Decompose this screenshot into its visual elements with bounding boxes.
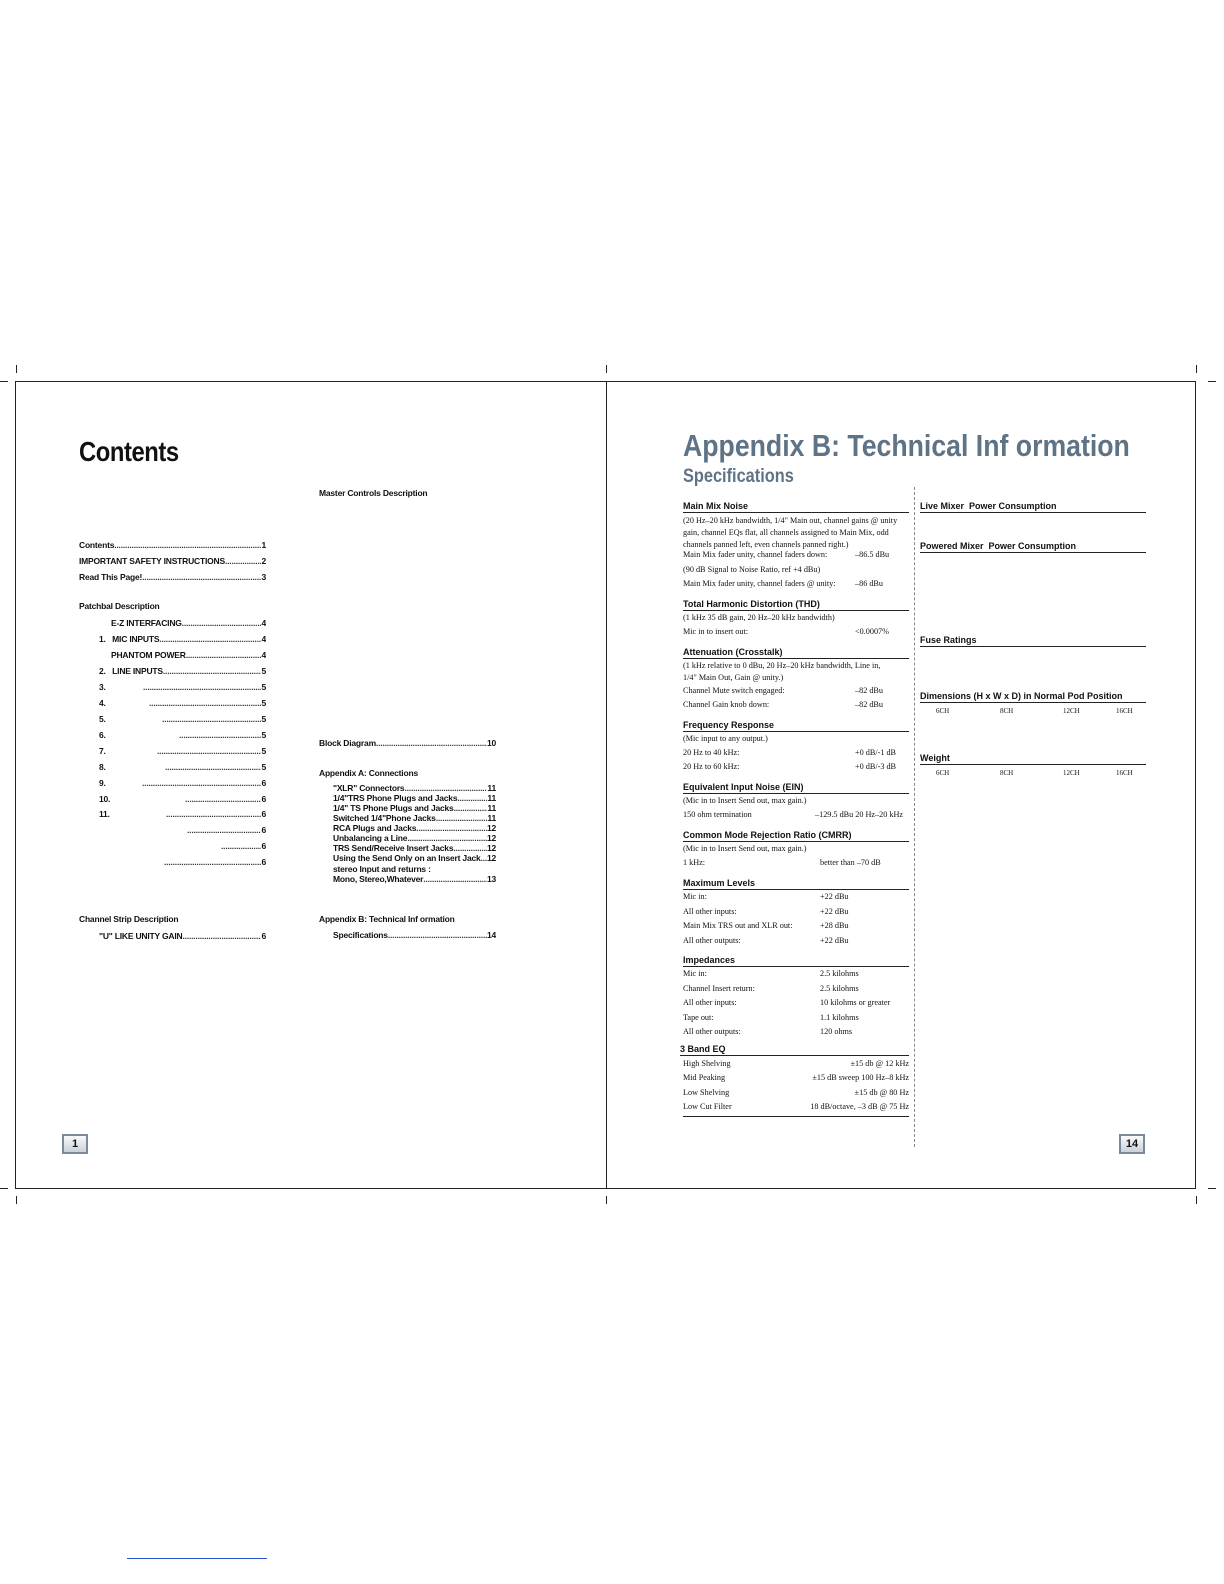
- spec-section-heading: Main Mix Noise: [683, 501, 909, 513]
- page-number-badge: 1: [62, 1134, 88, 1154]
- link-underline: [127, 1558, 267, 1559]
- spec-label: All other inputs:: [683, 907, 737, 916]
- toc-section-heading: Appendix B: Technical Inf ormation: [319, 914, 455, 924]
- crop-mark: [16, 365, 17, 373]
- appendix-title: Appendix B: Technical Inf ormation: [683, 428, 1130, 463]
- spec-label: Low Cut Filter: [683, 1102, 732, 1111]
- spec-note: (Mic input to any output.): [683, 734, 768, 743]
- spec-label: Main Mix TRS out and XLR out:: [683, 921, 793, 930]
- dimension-column-header: 12CH: [1063, 707, 1080, 715]
- toc-entry[interactable]: 5. ..... 5: [99, 714, 266, 724]
- toc-entry[interactable]: 3. ..... 5: [99, 682, 266, 692]
- spec-value: +0 dB/-1 dB: [855, 748, 897, 757]
- crop-mark: [1208, 1188, 1216, 1189]
- spec-label: 150 ohm termination: [683, 810, 752, 819]
- toc-section-heading: Appendix A: Connections: [319, 768, 418, 778]
- weight-column-header: 16CH: [1116, 769, 1133, 777]
- toc-entry[interactable]: 2. LINE INPUTS ..... 5: [99, 666, 266, 676]
- toc-entry[interactable]: "XLR" Connectors ..... 11: [333, 783, 496, 793]
- spec-value: –86.5 dBu: [855, 550, 890, 559]
- toc-section-heading: Channel Strip Description: [79, 914, 179, 924]
- crop-mark: [1196, 365, 1197, 373]
- spec-section-heading: Frequency Response: [683, 720, 909, 732]
- dimension-column-header: 16CH: [1116, 707, 1133, 715]
- spec-section-heading: Common Mode Rejection Ratio (CMRR): [683, 830, 909, 842]
- spec-section-heading: Powered Mixer Power Consumption: [920, 541, 1146, 553]
- spec-section-heading: Attenuation (Crosstalk): [683, 647, 909, 659]
- spec-note: (Mic in to Insert Send out, max gain.): [683, 796, 807, 805]
- specifications-subtitle: Specifications: [683, 466, 794, 487]
- toc-entry[interactable]: E-Z INTERFACING ..... 4: [111, 618, 266, 628]
- spec-label: Main Mix fader unity, channel faders @ unity:: [683, 579, 836, 588]
- spec-note: (1 kHz 35 dB gain, 20 Hz–20 kHz bandwidth): [683, 613, 835, 622]
- crop-mark: [16, 1196, 17, 1204]
- crop-mark: [1196, 1196, 1197, 1204]
- toc-entry[interactable]: PHANTOM POWER ..... 4: [111, 650, 266, 660]
- toc-entry-label[interactable]: stereo Input and returns :: [333, 864, 431, 874]
- spec-value: –82 dBu: [855, 686, 883, 695]
- toc-entry[interactable]: 8. ..... 5: [99, 762, 266, 772]
- spec-label: All other inputs:: [683, 998, 737, 1007]
- spec-label: Mid Peaking: [683, 1073, 726, 1082]
- toc-entry[interactable]: 11. ..... 6: [99, 809, 266, 819]
- toc-entry[interactable]: 4. ..... 5: [99, 698, 266, 708]
- toc-entry[interactable]: Read This Page! ..... 3: [79, 572, 266, 582]
- section-rule: [683, 1116, 909, 1117]
- toc-entry[interactable]: 10. ..... 6: [99, 794, 266, 804]
- toc-entry[interactable]: Switched 1/4"Phone Jacks ..... 11: [333, 813, 496, 823]
- toc-entry[interactable]: Block Diagram ..... 10: [319, 738, 496, 748]
- toc-section-heading: Patchbal Description: [79, 601, 160, 611]
- page-number-badge: 14: [1119, 1134, 1145, 1154]
- crop-mark: [0, 1188, 8, 1189]
- toc-entry[interactable]: Unbalancing a Line ..... 12: [333, 833, 496, 843]
- toc-entry[interactable]: 6. ..... 5: [99, 730, 266, 740]
- spec-label: Channel Insert return:: [683, 984, 755, 993]
- spec-value: +22 dBu: [820, 936, 849, 945]
- spec-value: ±15 dB sweep 100 Hz–8 kHz: [812, 1073, 909, 1082]
- spec-label: Main Mix fader unity, channel faders down:: [683, 550, 828, 559]
- toc-entry[interactable]: Contents ..... 1: [79, 540, 266, 550]
- toc-entry[interactable]: Mono, Stereo,Whatever ..... 13: [333, 874, 496, 884]
- spec-value: ±15 db @ 12 kHz: [850, 1059, 909, 1068]
- spec-label: 20 Hz to 40 kHz:: [683, 748, 740, 757]
- spec-value: 2.5 kilohms: [820, 969, 859, 978]
- crop-mark: [606, 365, 607, 373]
- spec-label: Channel Mute switch engaged:: [683, 686, 785, 695]
- toc-entry[interactable]: 7. ..... 5: [99, 746, 266, 756]
- dimension-column-header: 6CH: [936, 707, 950, 715]
- spec-label: All other outputs:: [683, 936, 741, 945]
- toc-section-heading: Master Controls Description: [319, 488, 428, 498]
- spec-label: High Shelving: [683, 1059, 731, 1068]
- toc-entry[interactable]: ..... 6: [187, 825, 266, 835]
- weight-column-header: 6CH: [936, 769, 950, 777]
- spec-label: Channel Gain knob down:: [683, 700, 770, 709]
- spec-section-heading: Maximum Levels: [683, 878, 909, 890]
- spec-note: (90 dB Signal to Noise Ratio, ref +4 dBu): [683, 565, 821, 574]
- spec-label: All other outputs:: [683, 1027, 741, 1036]
- spec-section-heading: Dimensions (H x W x D) in Normal Pod Position: [920, 691, 1146, 703]
- toc-entry[interactable]: IMPORTANT SAFETY INSTRUCTIONS ..... 2: [79, 556, 266, 566]
- toc-entry[interactable]: "U" LIKE UNITY GAIN ..... 6: [99, 931, 266, 941]
- spec-note: (1 kHz relative to 0 dBu, 20 Hz–20 kHz bandwidth, Line in, 1/4" Main Out, Gain @ unity.): [683, 661, 881, 682]
- spec-value: –86 dBu: [855, 579, 883, 588]
- toc-entry[interactable]: RCA Plugs and Jacks ..... 12: [333, 823, 496, 833]
- spec-value: <0.0007%: [855, 627, 889, 636]
- spec-value: –129.5 dBu 20 Hz–20 kHz: [815, 810, 904, 819]
- toc-entry[interactable]: 1/4" TS Phone Plugs and Jacks ..... 11: [333, 803, 496, 813]
- toc-entry[interactable]: 1/4"TRS Phone Plugs and Jacks ..... 11: [333, 793, 496, 803]
- contents-title: Contents: [79, 436, 179, 467]
- crop-mark: [1208, 381, 1216, 382]
- spec-section-heading: Impedances: [683, 955, 909, 967]
- spec-label: Tape out:: [683, 1013, 714, 1022]
- spec-value: +0 dB/-3 dB: [855, 762, 897, 771]
- toc-entry[interactable]: Specifications ..... 14: [333, 930, 496, 940]
- spec-value: better than –70 dB: [820, 858, 881, 867]
- spec-note: (20 Hz–20 kHz bandwidth, 1/4" Main out, channel gains @ unity gain, channel EQs flat, all channels assigned to Main Mix, odd channels panned left, even channels panned right.): [683, 516, 898, 549]
- spec-label: Mic in:: [683, 969, 707, 978]
- toc-entry[interactable]: TRS Send/Receive Insert Jacks ..... 12: [333, 843, 496, 853]
- spec-section-heading: Equivalent Input Noise (EIN): [683, 782, 909, 794]
- page-fold-line: [606, 381, 607, 1189]
- spec-value: +22 dBu: [820, 892, 849, 901]
- spec-value: 10 kilohms or greater: [820, 998, 891, 1007]
- spec-note: (Mic in to Insert Send out, max gain.): [683, 844, 807, 853]
- toc-entry[interactable]: ..... 6: [164, 857, 266, 867]
- spec-label: Mic in to insert out:: [683, 627, 749, 636]
- spec-section-heading: Weight: [920, 753, 1146, 765]
- toc-entry[interactable]: ..... 6: [221, 841, 266, 851]
- toc-entry[interactable]: Using the Send Only on an Insert Jack ..... 12: [333, 853, 496, 863]
- spec-section-heading: 3 Band EQ: [680, 1044, 909, 1056]
- spec-value: +22 dBu: [820, 907, 849, 916]
- spec-section-heading: Live Mixer Power Consumption: [920, 501, 1146, 513]
- spec-value: 1.1 kilohms: [820, 1013, 859, 1022]
- column-divider: [914, 487, 915, 1147]
- dimension-column-header: 8CH: [1000, 707, 1014, 715]
- spec-value: 120 ohms: [820, 1027, 853, 1036]
- toc-entry[interactable]: 9. ..... 6: [99, 778, 266, 788]
- spec-value: 2.5 kilohms: [820, 984, 859, 993]
- spec-label: Mic in:: [683, 892, 707, 901]
- spec-section-heading: Total Harmonic Distortion (THD): [683, 599, 909, 611]
- spec-value: –82 dBu: [855, 700, 883, 709]
- spec-label: 20 Hz to 60 kHz:: [683, 762, 740, 771]
- spec-label: Low Shelving: [683, 1088, 730, 1097]
- weight-column-header: 8CH: [1000, 769, 1014, 777]
- toc-entry[interactable]: 1. MIC INPUTS ..... 4: [99, 634, 266, 644]
- spec-value: ±15 db @ 80 Hz: [854, 1088, 909, 1097]
- crop-mark: [0, 381, 8, 382]
- spec-value: 18 dB/octave, –3 dB @ 75 Hz: [810, 1102, 909, 1111]
- spec-section-heading: Fuse Ratings: [920, 635, 1146, 647]
- spec-value: +28 dBu: [820, 921, 849, 930]
- weight-column-header: 12CH: [1063, 769, 1080, 777]
- spec-label: 1 kHz:: [683, 858, 706, 867]
- crop-mark: [606, 1196, 607, 1204]
